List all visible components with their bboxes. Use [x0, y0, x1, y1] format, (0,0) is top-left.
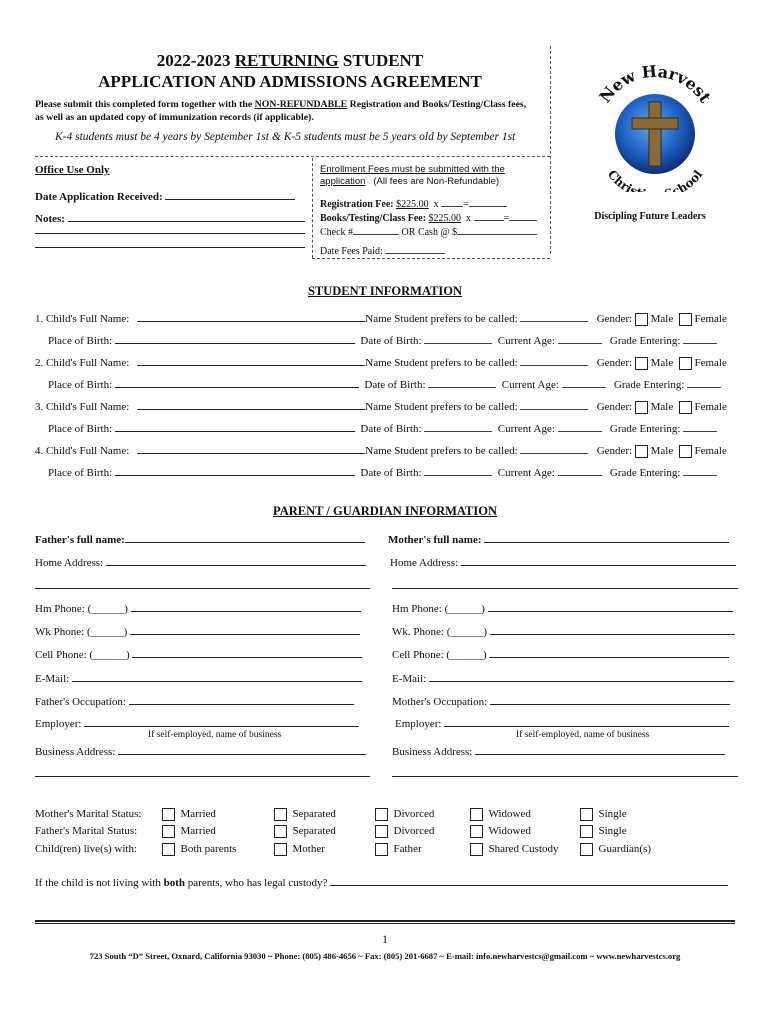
child-2-female-checkbox[interactable] — [679, 357, 692, 370]
mother-work-phone-field[interactable] — [490, 624, 735, 635]
mother-separated-option: Separated — [274, 808, 336, 821]
child-1-male-checkbox[interactable] — [635, 313, 648, 326]
father-email-field[interactable] — [72, 671, 362, 682]
father-work-phone-row: Wk Phone: (______) — [35, 624, 360, 638]
form-title-line2: APPLICATION AND ADMISSIONS AGREEMENT — [98, 72, 482, 91]
father-married-option: Married — [162, 825, 216, 838]
footer-contact: 723 South “D” Street, Oxnard, California 93030 ~ Phone: (805) 486-4656 ~ Fax: (805) 201-6687 ~ E-mail: info.newharvestcs@gmail.com ~ www.newharvestcs.org — [89, 951, 681, 961]
lives-both-parents-option: Both parents — [162, 843, 236, 856]
child-2-male-checkbox[interactable] — [635, 357, 648, 370]
child-1-name-field[interactable] — [137, 311, 365, 322]
father-business-address-row: Business Address: — [35, 744, 366, 758]
mother-email-row: E-Mail: — [392, 671, 734, 685]
footer-rule-thin — [35, 923, 735, 924]
child-2-age-field[interactable] — [562, 378, 606, 388]
father-business-address-field-2[interactable] — [35, 776, 370, 777]
child-1-female-checkbox[interactable] — [679, 313, 692, 326]
lives-with-label: Child(ren) live(s) with: — [35, 843, 138, 855]
mother-married-option: Married — [162, 808, 216, 821]
child-2-grade-field[interactable] — [687, 378, 721, 388]
footer-rule — [35, 920, 735, 922]
registration-qty-field[interactable] — [441, 197, 463, 207]
custody-question-row: If the child is not living with both parents, who has legal custody? — [35, 875, 728, 889]
mother-widowed-checkbox[interactable] — [470, 808, 483, 821]
books-total-field[interactable] — [509, 211, 537, 221]
child-4-dob-field[interactable] — [424, 466, 492, 476]
father-home-phone-field[interactable] — [131, 601, 361, 612]
child-3-birth-row: Place of Birth: Date of Birth: Current Age: Grade Entering: — [48, 421, 717, 435]
father-employer-field[interactable] — [84, 716, 359, 727]
child-3-name-row: 3. Child's Full Name: Name Student prefers to be called: Gender: Male Female — [35, 401, 727, 413]
office-use-heading: Office Use Only — [35, 164, 110, 176]
mother-employer-field[interactable] — [444, 716, 729, 727]
father-home-phone-row: Hm Phone: (______) — [35, 601, 361, 615]
mother-cell-phone-row: Cell Phone: (______) — [392, 647, 729, 661]
age-requirement-note: K-4 students must be 4 years by September 1st & K-5 students must be 5 years old by September 1st — [55, 131, 516, 143]
header-divider-vertical — [550, 46, 551, 254]
child-4-female-checkbox[interactable] — [679, 445, 692, 458]
logo-tagline: Discipling Future Leaders — [594, 211, 706, 222]
mother-single-option: Single — [580, 808, 627, 821]
father-single-option: Single — [580, 825, 627, 838]
lives-shared-custody-option: Shared Custody — [470, 843, 558, 856]
child-3-male-checkbox[interactable] — [635, 401, 648, 414]
father-married-checkbox[interactable] — [162, 825, 175, 838]
father-single-checkbox[interactable] — [580, 825, 593, 838]
mother-marital-label: Mother's Marital Status: — [35, 808, 142, 820]
child-1-grade-field[interactable] — [683, 334, 717, 344]
mother-email-field[interactable] — [429, 671, 734, 682]
child-3-age-field[interactable] — [558, 422, 602, 432]
registration-total-field[interactable] — [469, 197, 507, 207]
mother-business-address-field-2[interactable] — [392, 776, 738, 777]
form-title-line1: 2022-2023 RETURNING STUDENT — [156, 51, 424, 70]
father-divorced-checkbox[interactable] — [375, 825, 388, 838]
child-2-dob-field[interactable] — [428, 378, 496, 388]
father-home-address-row: Home Address: — [35, 555, 366, 569]
child-3-dob-field[interactable] — [424, 422, 492, 432]
submission-instructions: Please submit this completed form together with the NON-REFUNDABLE Registration and Books/Testing/Class fees, as well as an updated copy of immunization records (if applicable). — [35, 99, 527, 123]
date-received-row: Date Application Received: — [35, 189, 295, 203]
child-4-birth-row: Place of Birth: Date of Birth: Current Age: Grade Entering: — [48, 465, 717, 479]
mother-home-phone-row: Hm Phone: (______) — [392, 601, 733, 615]
lives-guardian-checkbox[interactable] — [580, 843, 593, 856]
child-1-place-of-birth-field[interactable] — [115, 333, 355, 344]
child-1-name-row: 1. Child's Full Name: Name Student prefers to be called: Gender: Male Female — [35, 313, 727, 325]
mother-single-checkbox[interactable] — [580, 808, 593, 821]
lives-father-checkbox[interactable] — [375, 843, 388, 856]
date-fees-paid-row: Date Fees Paid: — [320, 244, 445, 257]
payment-method-row: Check # OR Cash @ $ — [320, 225, 537, 238]
child-1-dob-field[interactable] — [424, 334, 492, 344]
notes-row: Notes: — [35, 211, 305, 225]
child-2-name-row: 2. Child's Full Name: Name Student prefers to be called: Gender: Male Female — [35, 357, 727, 369]
school-logo — [590, 62, 720, 192]
father-cell-phone-row: Cell Phone: (______) — [35, 647, 362, 661]
books-qty-field[interactable] — [474, 211, 504, 221]
fees-divider-bottom — [312, 258, 550, 259]
mother-separated-checkbox[interactable] — [274, 808, 287, 821]
father-home-address-field-2[interactable] — [35, 588, 370, 589]
lives-father-option: Father — [375, 843, 422, 856]
child-3-preferred-name-field[interactable] — [520, 400, 588, 410]
father-business-address-field[interactable] — [118, 744, 366, 755]
cash-amount-field[interactable] — [457, 225, 537, 235]
notes-field-3[interactable] — [35, 247, 305, 248]
mother-employer-row: Employer: — [395, 716, 729, 730]
father-name-row: Father's full name: — [35, 532, 365, 546]
child-3-place-of-birth-field[interactable] — [115, 421, 355, 432]
date-received-field[interactable] — [165, 189, 295, 200]
registration-fee-row: Registration Fee: $225.00 x = — [320, 197, 507, 210]
mother-occupation-field[interactable] — [490, 694, 730, 705]
child-3-grade-field[interactable] — [683, 422, 717, 432]
father-cell-phone-field[interactable] — [132, 647, 362, 658]
child-2-preferred-name-field[interactable] — [520, 356, 588, 366]
mother-home-address-field[interactable] — [461, 555, 736, 566]
child-4-grade-field[interactable] — [683, 466, 717, 476]
child-3-female-checkbox[interactable] — [679, 401, 692, 414]
office-divider-vertical — [312, 158, 313, 258]
child-4-name-row: 4. Child's Full Name: Name Student prefers to be called: Gender: Male Female — [35, 445, 727, 457]
page-number: 1 — [382, 932, 388, 946]
father-occupation-field[interactable] — [129, 694, 354, 705]
mother-home-address-field-2[interactable] — [392, 588, 738, 589]
check-number-field[interactable] — [353, 225, 399, 235]
father-marital-label: Father's Marital Status: — [35, 825, 138, 837]
header-divider-horizontal — [35, 156, 550, 157]
child-4-age-field[interactable] — [558, 466, 602, 476]
child-4-name-field[interactable] — [137, 443, 365, 454]
custody-field[interactable] — [330, 875, 728, 886]
lives-mother-checkbox[interactable] — [274, 843, 287, 856]
lives-shared-custody-checkbox[interactable] — [470, 843, 483, 856]
mother-married-checkbox[interactable] — [162, 808, 175, 821]
mother-name-field[interactable] — [484, 532, 729, 543]
child-2-birth-row: Place of Birth: Date of Birth: Current Age: Grade Entering: — [48, 377, 721, 391]
books-fee-row: Books/Testing/Class Fee: $225.00 x = — [320, 211, 537, 224]
father-name-field[interactable] — [125, 532, 365, 543]
mother-business-address-field[interactable] — [475, 744, 725, 755]
mother-self-employed-hint: If self-employed, name of business — [516, 730, 650, 740]
lives-mother-option: Mother — [274, 843, 325, 856]
father-home-address-field[interactable] — [106, 555, 366, 566]
father-separated-checkbox[interactable] — [274, 825, 287, 838]
father-widowed-checkbox[interactable] — [470, 825, 483, 838]
mother-widowed-option: Widowed — [470, 808, 531, 821]
child-3-name-field[interactable] — [137, 399, 365, 410]
mother-name-row: Mother's full name: — [388, 532, 729, 546]
parent-info-heading: PARENT / GUARDIAN INFORMATION — [273, 504, 497, 518]
svg-text:New Harvest: New Harvest — [595, 62, 715, 107]
mother-business-address-row: Business Address: — [392, 744, 725, 758]
mother-home-phone-field[interactable] — [488, 601, 733, 612]
father-employer-row: Employer: — [35, 716, 359, 730]
father-occupation-row: Father's Occupation: — [35, 694, 354, 708]
svg-text:Christian School: Chris chool — [604, 167, 706, 192]
mother-home-address-row: Home Address: — [390, 555, 736, 569]
father-self-employed-hint: If self-employed, name of business — [148, 730, 282, 740]
lives-both-parents-checkbox[interactable] — [162, 843, 175, 856]
child-4-place-of-birth-field[interactable] — [115, 465, 355, 476]
notes-field-2[interactable] — [35, 233, 305, 234]
child-1-preferred-name-field[interactable] — [520, 312, 588, 322]
child-1-birth-row: Place of Birth: Date of Birth: Current Age: Grade Entering: — [48, 333, 717, 347]
student-info-heading: STUDENT INFORMATION — [307, 284, 463, 298]
father-separated-option: Separated — [274, 825, 336, 838]
lives-guardian-option: Guardian(s) — [580, 843, 651, 856]
notes-field-1[interactable] — [68, 211, 305, 222]
child-2-place-of-birth-field[interactable] — [115, 377, 359, 388]
mother-divorced-option: Divorced — [375, 808, 434, 821]
mother-work-phone-row: Wk. Phone: (______) — [392, 624, 735, 638]
child-1-age-field[interactable] — [558, 334, 602, 344]
child-4-preferred-name-field[interactable] — [520, 444, 588, 454]
date-fees-paid-field[interactable] — [385, 244, 445, 254]
fees-note: Enrollment Fees must be submitted with the application (All fees are Non-Refundable) — [320, 164, 505, 187]
child-4-male-checkbox[interactable] — [635, 445, 648, 458]
mother-divorced-checkbox[interactable] — [375, 808, 388, 821]
father-email-row: E-Mail: — [35, 671, 362, 685]
father-widowed-option: Widowed — [470, 825, 531, 838]
father-divorced-option: Divorced — [375, 825, 434, 838]
child-2-name-field[interactable] — [137, 355, 365, 366]
mother-occupation-row: Mother's Occupation: — [392, 694, 730, 708]
mother-cell-phone-field[interactable] — [489, 647, 729, 658]
father-work-phone-field[interactable] — [130, 624, 360, 635]
